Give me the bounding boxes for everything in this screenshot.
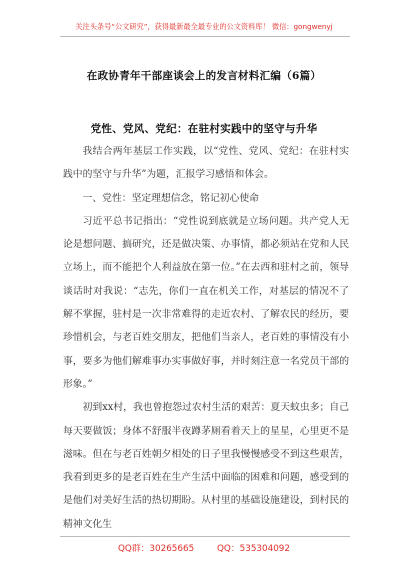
section-heading: 一、党性：坚定理想信念，铭记初心使命	[82, 192, 259, 204]
footer-qq: QQ：535304092	[216, 544, 291, 554]
document-title: 在政协青年干部座谈会上的发言材料汇编（6篇）	[86, 70, 322, 82]
paragraph-intro: 我结合两年基层工作实践，以“党性、党风、党纪：在驻村实践中的坚守与升华”为题，汇报学习感悟和体会。	[63, 146, 349, 181]
header-divider	[60, 36, 350, 37]
footer-divider	[60, 536, 350, 537]
document-subtitle: 党性、党风、党纪：在驻村实践中的坚守与升华	[90, 123, 318, 135]
footer-qq-group: QQ群：30265665	[117, 544, 195, 554]
document-body	[63, 140, 349, 536]
paragraph: 习近平总书记指出：“党性说到底就是立场问题。共产党人无论是想问题、搞研究，还是做决策、办事情，都必须站在党和人民立场上，而不能把个人利益放在第一位。”在去西和驻村之前，领导谈话时对我说：“志先，你们一直在机关工作，对基层的情况不了解不掌握，驻村是一次非常难得的走近农村、了解农民的经历，要珍惜机会，与老百姓交朋友，把他们当亲人，老百姓的事情没有小事，要多为他们解难事办实事做好事，并时刻注意一名党员干部的形象。”	[63, 215, 349, 390]
paragraph: 初到xx村，我也曾抱怨过农村生活的艰苦：夏天蚊虫多；自己每天要做饭；身体不舒服半夜蹲茅厕看着天上的星星，心里更不是滋味。但在与老百姓朝夕相处的日子里我慢慢感受不到这些艰苦，我看到更多的是老百姓在生产生活中面临的困难和问题，感受到的是他们对美好生活的热切期盼。从村里的基础设施建设，到村民的精神文化生	[63, 402, 349, 530]
header-notice: 关注头条号“公文研究”，获得最新最全最专业的公文资料库！ 微信：gongwenyj	[75, 22, 333, 31]
footer-contact	[0, 541, 408, 554]
